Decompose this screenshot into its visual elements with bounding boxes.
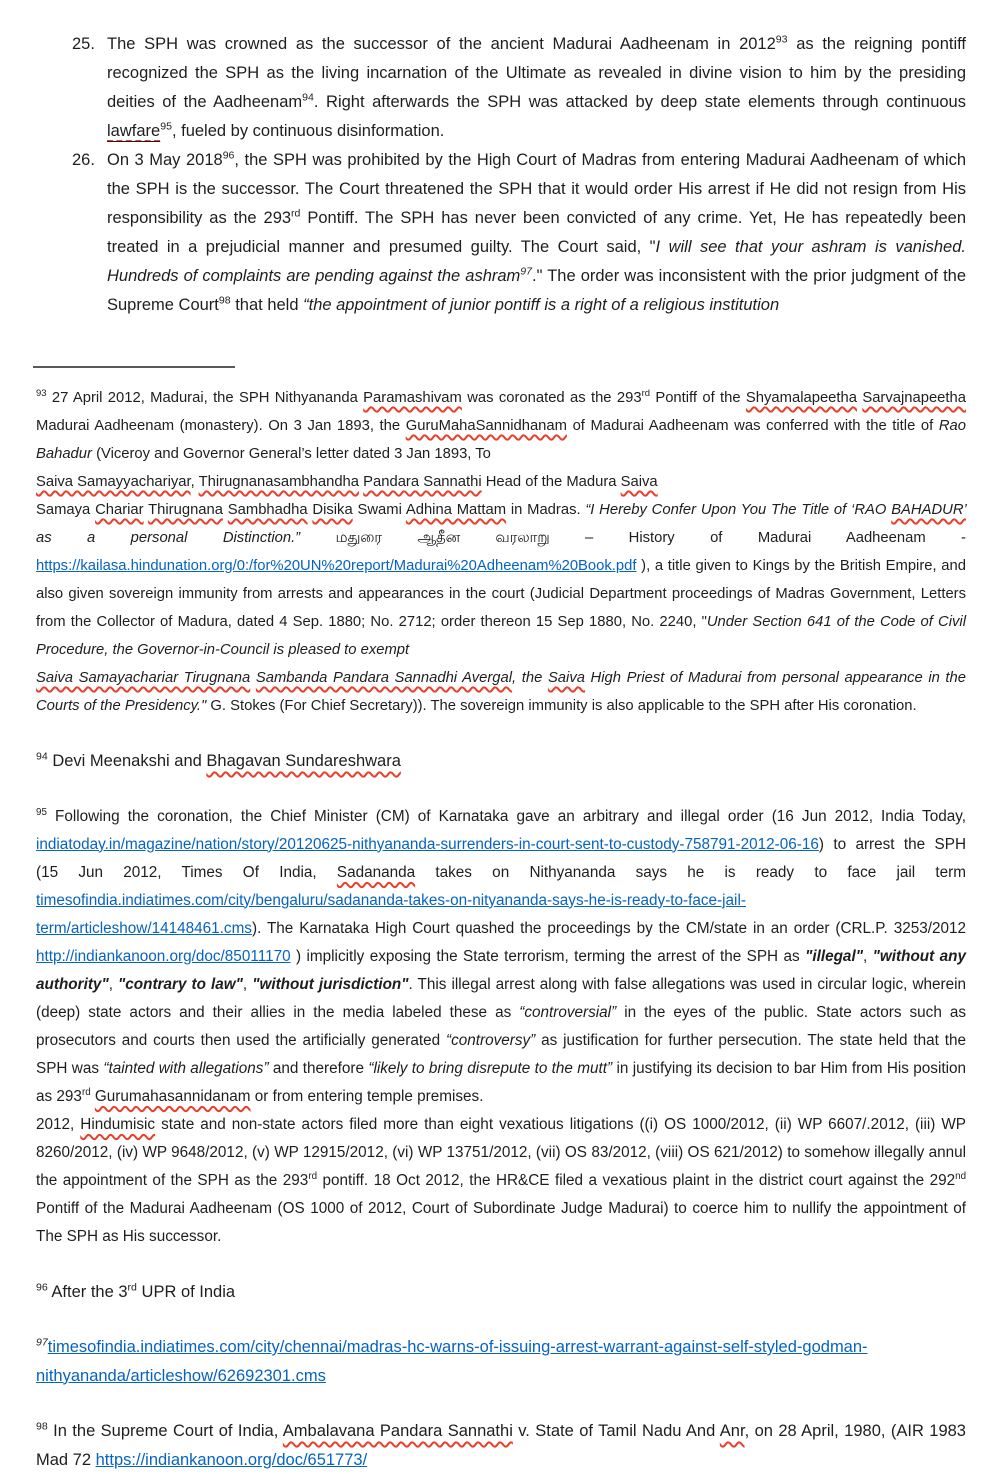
text-segment: “I Hereby Confer Upon You The Title of ‘RAO [585, 502, 892, 518]
text-segment: Head of the Madura [481, 474, 621, 490]
text-segment: Pontiff of the Madurai Aadheenam (OS 1000 of 2012, Court of Subordinate Judge Madurai) to coerce him to nullify the appointment of The SPH as His successor. [36, 1199, 966, 1245]
hyperlink[interactable]: indiatoday.in/magazine/nation/story/20120625-nithyananda-surrenders-in-court-sent-to-custody-758791-2012-06-16 [36, 835, 819, 853]
text-segment: Swami [352, 502, 406, 518]
superscript-ref: 93 [775, 33, 788, 46]
text-segment [300, 530, 335, 546]
superscript-ref: rd [308, 1170, 318, 1182]
superscript-ref: rd [81, 1086, 91, 1098]
text-segment: , fueled by continuous disinformation. [171, 122, 445, 140]
text-segment: Thirugnana [148, 502, 223, 518]
superscript-ref: 94 [302, 91, 314, 104]
text-segment: as the reigning pontiff recognized the SPH as the living incarnation of the Ultimate as revealed in divine vision to him by the presiding deities of the Aadheenam [107, 35, 966, 111]
footnote-divider [33, 366, 235, 368]
paragraph-26-text [107, 146, 966, 320]
superscript-ref: 96 [222, 149, 235, 162]
text-segment: The SPH was crowned as the successor of the ancient Madurai Aadheenam in 2012 [107, 35, 776, 53]
text-segment: Pontiff. The SPH has never been convicted of any crime. Yet, He has repeatedly been treated in a prejudicial manner and presumed guilty. The Court said, " [107, 209, 966, 256]
text-segment: and therefore [268, 1059, 369, 1077]
text-segment: G. Stokes (For Chief Secretary)). The sovereign immunity is also applicable to the SPH after His coronation. [206, 698, 917, 714]
text-segment: 27 April 2012, Madurai, the SPH Nithyananda [46, 390, 364, 406]
superscript-ref: 96 [36, 1281, 48, 1293]
text-segment: “tainted with allegations” [103, 1059, 269, 1077]
text-segment: was coronated as the 293 [461, 390, 642, 406]
text-segment: as a personal Distinction.” [36, 530, 301, 546]
text-segment: Pontiff of the [649, 390, 746, 406]
text-segment: On 3 May 2018 [107, 151, 223, 169]
text-segment: High Priest of Madurai from personal appearance in the Courts of the Presidency." [36, 670, 966, 714]
superscript-ref: rd [127, 1281, 137, 1293]
text-segment: . Right afterwards the SPH was attacked by deep state elements through continuous [313, 93, 966, 111]
hyperlink[interactable]: https://kailasa.hindunation.org/0:/for%20UN%20report/Madurai%20Adheenam%20Book.pdf [36, 558, 637, 574]
text-segment: ), a title given to Kings by the British Empire, and also given sovereign immunity from arrests and appearances in the court (Judicial Department proceedings of Madras Government, Letters from the Collector of Madura, dated 4 Sep. 1880; No. 2712; order thereon 15 Sep 1880, No. 2240, " [36, 558, 966, 630]
body-text [72, 30, 966, 320]
text-segment: Saiva [547, 670, 585, 686]
text-segment: , [190, 474, 199, 490]
text-segment: 2012, [36, 1115, 81, 1133]
text-segment: in justifying its decision to bar Him from His position as 293 [36, 1059, 967, 1105]
text-segment: ." The order was inconsistent with the prior judgment of the Supreme Court [107, 267, 967, 314]
text-segment: Sambanda Pandara Sannadhi Avergal [255, 670, 513, 686]
text-segment: Bhagavan Sundareshwara [206, 752, 401, 770]
paragraph-26 [72, 146, 966, 320]
text-segment: Samaya [36, 502, 96, 518]
hyperlink[interactable]: http://indiankanoon.org/doc/85011170 [36, 947, 291, 965]
text-segment: Disika [312, 502, 353, 518]
text-segment: in Madras. [506, 502, 586, 518]
text-segment: , [242, 975, 253, 993]
text-segment: After the 3 [47, 1282, 128, 1301]
text-segment: Sarvajnapeetha [862, 390, 966, 406]
paragraph-25 [72, 30, 966, 146]
text-segment: as justification for further persecution. The state held that the SPH was [36, 1031, 966, 1077]
hyperlink[interactable]: timesofindia.indiatimes.com/city/bengaluru/sadananda-takes-on-nityananda-says-he-is-ready-to-face-jail-term/articleshow/14148461.cms [36, 891, 746, 937]
text-segment: UPR of India [136, 1282, 236, 1301]
superscript-ref: 98 [36, 1420, 48, 1433]
footnote-93 [36, 384, 966, 720]
text-segment: Gurumahasannidanam [94, 1087, 251, 1105]
footnote-95 [36, 803, 966, 1251]
text-segment: "without jurisdiction" [252, 975, 409, 993]
text-segment: Anr [719, 1422, 745, 1440]
text-segment: that held [230, 296, 304, 314]
text-segment: , the SPH was prohibited by the High Court of Madras from entering Madurai Aadheenam of which the SPH is the successor. The Court threatened the SPH that it would order His arrest if He did not resign from His responsibility as the 293 [107, 151, 966, 227]
text-segment: pontiff. 18 Oct 2012, the HR&CE filed a vexatious plaint in the district court against the 292 [317, 1171, 956, 1189]
superscript-ref: 94 [36, 750, 48, 763]
text-segment: Madurai Aadheenam (monastery). On 3 Jan 1893, the [36, 418, 406, 434]
text-segment: . This illegal arrest along with false allegations was used in circular logic, wherein (deep) state actors and their allies in the media labeled these as [36, 975, 967, 1021]
hyperlink[interactable]: https://indiankanoon.org/doc/651773/ [95, 1450, 368, 1469]
text-segment: “the appointment of junior pontiff is a right of a religious institution [303, 296, 780, 314]
text-segment: In the Supreme Court of India, [47, 1422, 283, 1440]
superscript-ref: 98 [218, 294, 231, 307]
text-segment: Thirugnanasambhandha [198, 474, 360, 490]
footnote-98 [36, 1417, 966, 1474]
superscript-ref: rd [641, 388, 650, 400]
text-segment: GuruMahaSannidhanam [405, 418, 567, 434]
text-segment: Rao Bahadur [36, 418, 966, 462]
text-segment: ). The Karnataka High Court quashed the proceedings by the CM/state in an order (CRL.P. 3253/2012 [251, 919, 966, 937]
footnote-96 [36, 1278, 966, 1307]
superscript-ref: rd [291, 207, 301, 220]
text-segment: ) implicitly exposing the State terrorism, terming the arrest of the SPH as [290, 947, 806, 965]
text-segment: BAHADUR’ [891, 502, 967, 518]
superscript-ref: 93 [36, 388, 47, 400]
superscript-ref: 95 [36, 806, 47, 818]
text-segment: Devi Meenakshi and [47, 752, 207, 770]
text-segment: Following the coronation, the Chief Minister (CM) of Karnataka gave an arbitrary and illegal order (16 Jun 2012, India Today, [46, 807, 966, 825]
text-segment: Saiva Samayyachariyar [36, 474, 191, 490]
footnote-97 [36, 1333, 966, 1390]
superscript-ref: 95 [160, 120, 172, 133]
text-segment: ) to arrest the SPH (15 Jun 2012, Times Of India, [36, 835, 966, 881]
text-segment: "contrary to law" [118, 975, 243, 993]
text-segment: , [862, 947, 873, 965]
text-segment: takes on Nithyananda says he is ready to face jail term [415, 863, 967, 881]
text-segment: “controversial” [519, 1003, 617, 1021]
text-segment: Under Section 641 of the Code of Civil Procedure, the Governor-in-Council is pleased to exempt [36, 614, 966, 658]
text-segment: "illegal" [805, 947, 863, 965]
text-segment: Saiva Samayachariar Tirugnana [36, 670, 251, 686]
list-number-25: 25. [72, 35, 95, 53]
text-segment: – History of Madurai Aadheenam - [549, 530, 966, 546]
text-segment: I will see that your ashram is vanished. Hundreds of complaints are pending against the ashram [107, 238, 966, 285]
text-segment: of Madurai Aadheenam was conferred with the title of [566, 418, 939, 434]
text-segment: மதுரை ஆதீன வரலாறு [335, 530, 550, 546]
footnote-94 [36, 747, 966, 776]
text-segment: , on 28 April, 1980, (AIR 1983 Mad 72 [36, 1422, 966, 1469]
text-segment: "without any authority" [36, 947, 967, 993]
text-segment: Shyamalapeetha [745, 390, 857, 406]
text-segment: Saiva [620, 474, 658, 490]
superscript-ref: nd [955, 1170, 967, 1182]
text-segment: (Viceroy and Governor General’s letter dated 3 Jan 1893, To [91, 446, 491, 462]
text-segment: Sambhadha [227, 502, 308, 518]
text-segment: state and non-state actors filed more than eight vexatious litigations ((i) OS 1000/2012, (ii) WP 6607/.2012, (iii) WP 8260/2012, (iv) WP 9648/2012, (v) WP 12915/2012, (vi) WP 13751/2012, (vii) OS 83/2012, (viii) OS 621/2012) to somehow illegally annul the appointment of the SPH as the 293 [36, 1115, 966, 1189]
list-number-26: 26. [72, 151, 95, 169]
superscript-ref: 97 [36, 1336, 48, 1349]
text-segment: , the [512, 670, 548, 686]
text-segment: Sadananda [336, 863, 416, 881]
superscript-ref: 97 [520, 265, 533, 278]
hyperlink[interactable]: timesofindia.indiatimes.com/city/chennai/madras-hc-warns-of-issuing-arrest-warrant-against-self-styled-godman-nithyananda/articleshow/62692301.cms [36, 1338, 868, 1385]
text-segment: Ambalavana Pandara Sannathi [282, 1422, 513, 1440]
text-segment: or from entering temple premises. [250, 1087, 484, 1105]
text-segment: Chariar [95, 502, 144, 518]
text-segment: Adhina Mattam [405, 502, 507, 518]
text-segment: v. State of Tamil Nadu And [512, 1422, 720, 1440]
text-segment: in the eyes of the public. State actors such as prosecutors and courts then used the artificially generated [36, 1003, 967, 1049]
text-segment: lawfare [107, 122, 161, 140]
text-segment: “controversy” [445, 1031, 536, 1049]
text-segment: Paramashivam [363, 390, 462, 406]
footnotes-section [36, 384, 966, 1474]
paragraph-25-text [107, 30, 966, 146]
text-segment: , [108, 975, 118, 993]
text-segment: Pandara Sannathi [363, 474, 482, 490]
text-segment: “likely to bring disrepute to the mutt” [368, 1059, 613, 1077]
text-segment: Hindumisic [80, 1115, 156, 1133]
